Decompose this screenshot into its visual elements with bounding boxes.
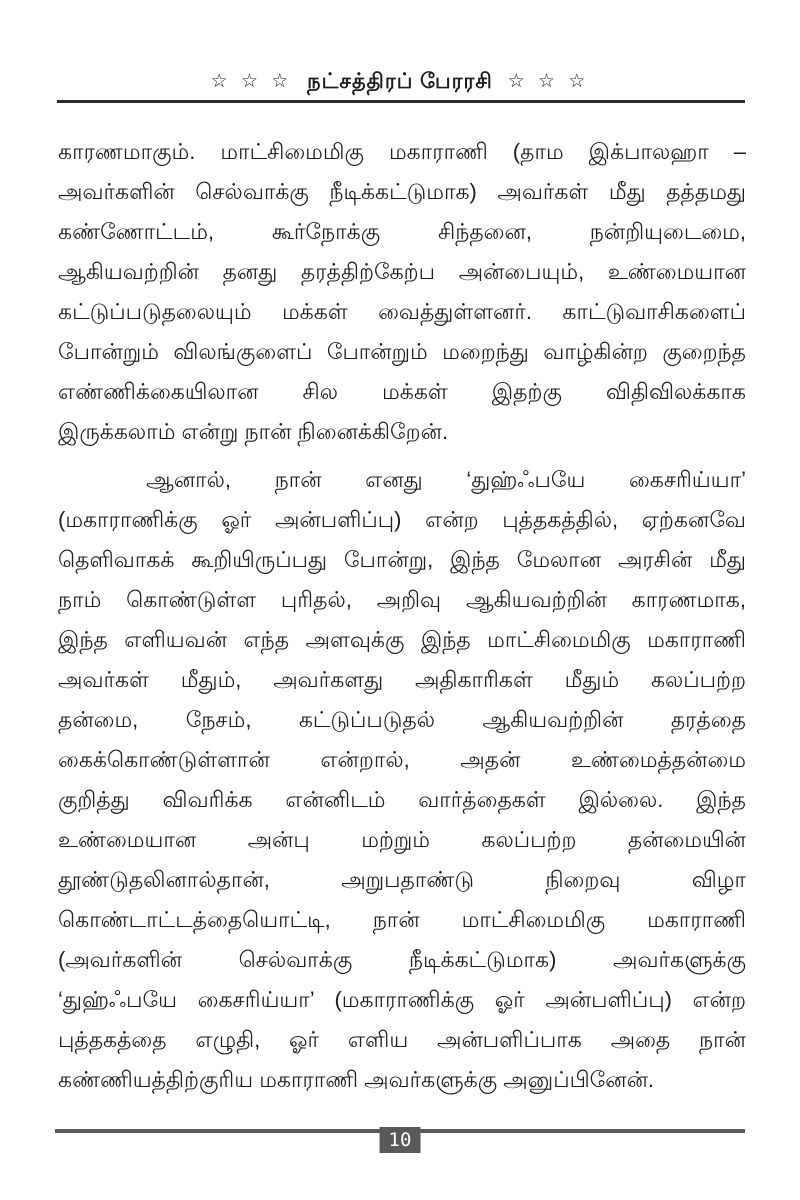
text-line: போன்றும் விலங்குளைப் போன்றும் மறைந்து வாழ்கின்ற குறைந்த (58, 339, 746, 364)
header-divider (57, 100, 745, 103)
page-title: நட்சத்திரப் பேரரசி (307, 70, 493, 93)
body-text (58, 132, 746, 1100)
text-line: கைக்கொண்டுள்ளான் என்றால், அதன் உண்மைத்தன்மை (58, 747, 746, 772)
text-line: புத்தகத்தை எழுதி, ஓர் எளிய அன்பளிப்பாக அதை நான் (58, 1027, 746, 1052)
text-line: இருக்கலாம் என்று நான் நினைக்கிறேன். (58, 419, 449, 444)
text-line: நாம் கொண்டுள்ள புரிதல், அறிவு ஆகியவற்றின் காரணமாக, (58, 587, 746, 612)
star-icons-left: ☆ ☆ ☆ (210, 71, 293, 92)
text-line: குறித்து விவரிக்க என்னிடம் வார்த்தைகள் இல்லை. இந்த (58, 787, 746, 812)
text-line: ஆகியவற்றின் தனது தரத்திற்கேற்ப அன்பையும், உண்மையான (58, 259, 746, 284)
text-line: கட்டுப்படுதலையும் மக்கள் வைத்துள்ளனர். காட்டுவாசிகளைப் (58, 299, 746, 324)
text-line: ‘துஹ்ஃபயே கைசரிய்யா’ (மகாராணிக்கு ஓர் அன்பளிப்பு) என்ற (58, 987, 746, 1012)
text-line: (மகாராணிக்கு ஓர் அன்பளிப்பு) என்ற புத்தகத்தில், ஏற்கனவே (58, 507, 746, 532)
text-line: இந்த எளியவன் எந்த அளவுக்கு இந்த மாட்சிமைமிகு மகாராணி (58, 627, 746, 652)
text-line: தன்மை, நேசம், கட்டுப்படுதல் ஆகியவற்றின் தரத்தை (58, 707, 746, 732)
text-line: தூண்டுதலினால்தான், அறுபதாண்டு நிறைவு விழா (58, 867, 746, 892)
text-line: ஆனால், நான் எனது ‘துஹ்ஃபயே கைசரிய்யா’ (146, 467, 746, 492)
page-number-badge: 10 (380, 1127, 421, 1153)
text-line: கண்ணியத்திற்குரிய மகாராணி அவர்களுக்கு அனுப்பினேன். (58, 1067, 655, 1092)
text-line: காரணமாகும். மாட்சிமைமிகு மகாராணி (தாம இக்பாலஹா – (58, 139, 746, 164)
text-line: கொண்டாட்டத்தையொட்டி, நான் மாட்சிமைமிகு மகாராணி (58, 907, 746, 932)
text-line: எண்ணிக்கையிலான சில மக்கள் இதற்கு விதிவிலக்காக (58, 379, 746, 404)
text-line: அவர்கள் மீதும், அவர்களது அதிகாரிகள் மீதும் கலப்பற்ற (58, 667, 746, 692)
text-line: (அவர்களின் செல்வாக்கு நீடிக்கட்டுமாக) அவர்களுக்கு (58, 947, 746, 972)
text-line: தெளிவாகக் கூறியிருப்பது போன்று, இந்த மேலான அரசின் மீது (58, 547, 746, 572)
paragraph (58, 132, 746, 452)
text-line: கண்ணோட்டம், கூர்நோக்கு சிந்தனை, நன்றியுடைமை, (58, 219, 746, 244)
page-header (0, 70, 800, 96)
paragraph (58, 460, 746, 1100)
text-line: அவர்களின் செல்வாக்கு நீடிக்கட்டுமாக) அவர்கள் மீது தத்தமது (58, 179, 746, 204)
star-icons-right: ☆ ☆ ☆ (507, 71, 590, 92)
text-line: உண்மையான அன்பு மற்றும் கலப்பற்ற தன்மையின் (58, 827, 746, 852)
